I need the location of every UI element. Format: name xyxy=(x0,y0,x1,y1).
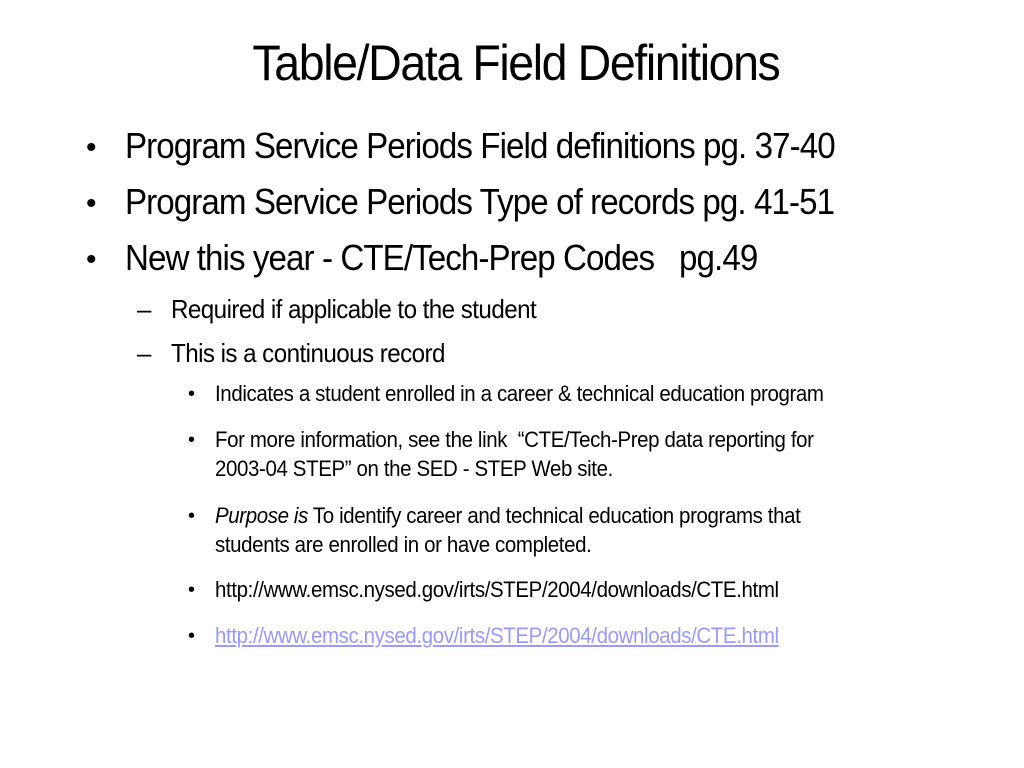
sub-item-required: Required if applicable to the student xyxy=(171,294,537,324)
detail-item-purpose-line2: students are enrolled in or have completed. xyxy=(215,532,592,557)
detail-item-purpose-line1 xyxy=(215,501,800,531)
purpose-text: To identify career and technical education programs that xyxy=(307,503,801,528)
bullet-icon: • xyxy=(188,625,196,647)
detail-item-url-text: http://www.emsc.nysed.gov/irts/STEP/2004/downloads/CTE.html xyxy=(215,577,779,602)
dash-bullet-icon: – xyxy=(137,338,152,368)
bullet-icon: • xyxy=(86,187,97,220)
detail-item-url-link-row xyxy=(215,621,779,651)
detail-item-more-info-line2: 2003-04 STEP” on the SED - STEP Web site. xyxy=(215,456,613,481)
purpose-label: Purpose is xyxy=(215,503,308,528)
slide-title: Table/Data Field Definitions xyxy=(252,35,780,91)
bullet-item-cte-codes: New this year - CTE/Tech-Prep Codes pg.49 xyxy=(125,237,758,278)
bullet-icon: • xyxy=(188,505,196,527)
bullet-icon: • xyxy=(188,429,196,451)
detail-item-more-info-line1: For more information, see the link “CTE/Tech-Prep data reporting for xyxy=(215,427,814,452)
bullet-item-type-of-records: Program Service Periods Type of records pg. 41-51 xyxy=(125,181,835,222)
bullet-icon: • xyxy=(188,383,196,405)
sub-item-continuous-record: This is a continuous record xyxy=(171,338,445,368)
bullet-icon: • xyxy=(188,579,196,601)
bullet-icon: • xyxy=(86,131,97,164)
bullet-icon: • xyxy=(86,243,97,276)
detail-item-enrolled: Indicates a student enrolled in a career & technical education program xyxy=(215,381,824,406)
cte-url-link[interactable]: http://www.emsc.nysed.gov/irts/STEP/2004/downloads/CTE.html xyxy=(215,623,779,648)
bullet-item-field-definitions: Program Service Periods Field definitions pg. 37-40 xyxy=(125,125,835,166)
dash-bullet-icon: – xyxy=(137,294,152,324)
